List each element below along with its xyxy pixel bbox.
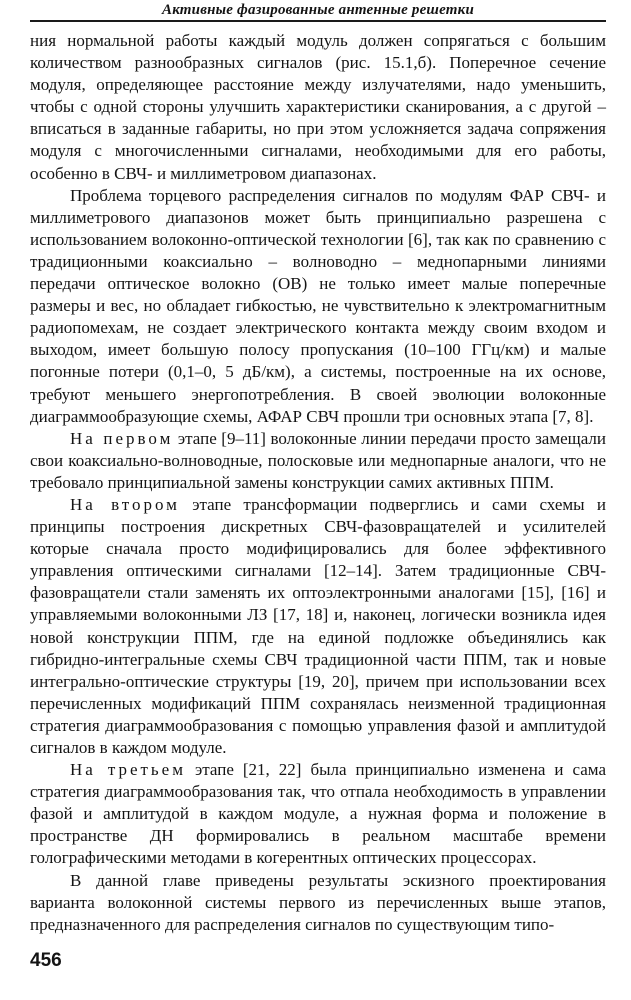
paragraph-signal-distribution: Проблема торцевого распределения сигналов по модулям ФАР СВЧ- и миллиметрового диапазонов может быть принципиально разрешена с использованием волоконно-оптической технологии [6], так как по сравнению с традиционными коаксиально – волноводно – меднопарными линиями передачи оптическое волокно (ОВ) не только имеет малые поперечные размеры и вес, но обладает гибкостью, не чувствительно к электромагнитным радиопомехам, не создает электрического контакта между своим входом и выходом, имеет большую полосу пропускания (10–100 ГГц/км) и малые погонные потери (0,1–0, 5 дБ/км), а системы, построенные на их основе, требуют меньшего энергопотребления. В своей эволюции волоконные диаграммообразующие схемы, АФАР СВЧ прошли три основных этапа [7, 8]. xyxy=(30,185,606,426)
third-stage-lead: На третьем xyxy=(70,760,186,780)
paragraph-continuation: ния нормальной работы каждый модуль должен сопрягаться с большим количеством разнообразных сигналов (рис. 15.1,б). Поперечное сечение модуля, определяющее расстояние между излучателями, надо уменьшить, чтобы с одной стороны улучшить характеристики сканирования, а с другой – вписаться в заданные габариты, но при этом усложняется задача сопряжения модуля с многочисленными сигналами, необходимыми для его работы, особенно в СВЧ- и миллиметровом диапазонах. xyxy=(30,31,606,183)
paragraph-third-stage xyxy=(30,759,606,869)
paragraph-first-stage xyxy=(30,428,606,494)
second-stage-text: этапе трансформации подверглись и сами схемы и принципы построения дискретных СВЧ-фазовращателей и усилителей которые сначала просто модифицировались для более эффективного управления оптическими сигналами [12–14]. Затем традиционные СВЧ-фазовращатели стали заменять их оптоэлектронными аналогами [15], [16] и управляемыми волоконными ЛЗ [17, 18] и, наконец, логически возникла идея новой конструкции ППМ, где на единой подложке объединялись как гибридно-интегральные схемы СВЧ традиционной части ППМ, так и новые интегрально-оптические структуры [19, 20], причем при использовании всех перечисленных модификаций ППМ сохранялась неизменной традиционная стратегия диаграммообразования с помощью управления фазой и амплитудой сигналов в каждом модуле. xyxy=(30,494,606,757)
third-stage-text: этапе [21, 22] была принципиально изменена и сама стратегия диаграммообразования так, что отпала необходимость в управлении фазой и амплитудой в каждом модуле, а нужная форма и положение в пространстве ДН формировались в реальном масштабе времени голографическими методами в когерентных оптических процессорах. xyxy=(30,760,606,868)
body-text xyxy=(30,30,606,936)
first-stage-lead: На первом xyxy=(70,428,174,448)
page-number: 456 xyxy=(30,950,62,971)
paragraph-second-stage xyxy=(30,494,606,759)
running-header: Активные фазированные антенные решетки xyxy=(30,0,606,22)
paragraph-chapter-intro: В данной главе приведены результаты эскизного проектирования варианта волоконной системы первого из перечисленных выше этапов, предназначенного для распределения сигналов по существующим типо- xyxy=(30,870,606,934)
first-stage-text: этапе [9–11] волоконные линии передачи просто замещали свои коаксиально-волноводные, полосковые или меднопарные аналоги, что не требовало принципиальной замены конструкции самих активных ППМ. xyxy=(30,428,606,492)
book-page xyxy=(30,0,606,1000)
second-stage-lead: На втором xyxy=(70,494,180,514)
